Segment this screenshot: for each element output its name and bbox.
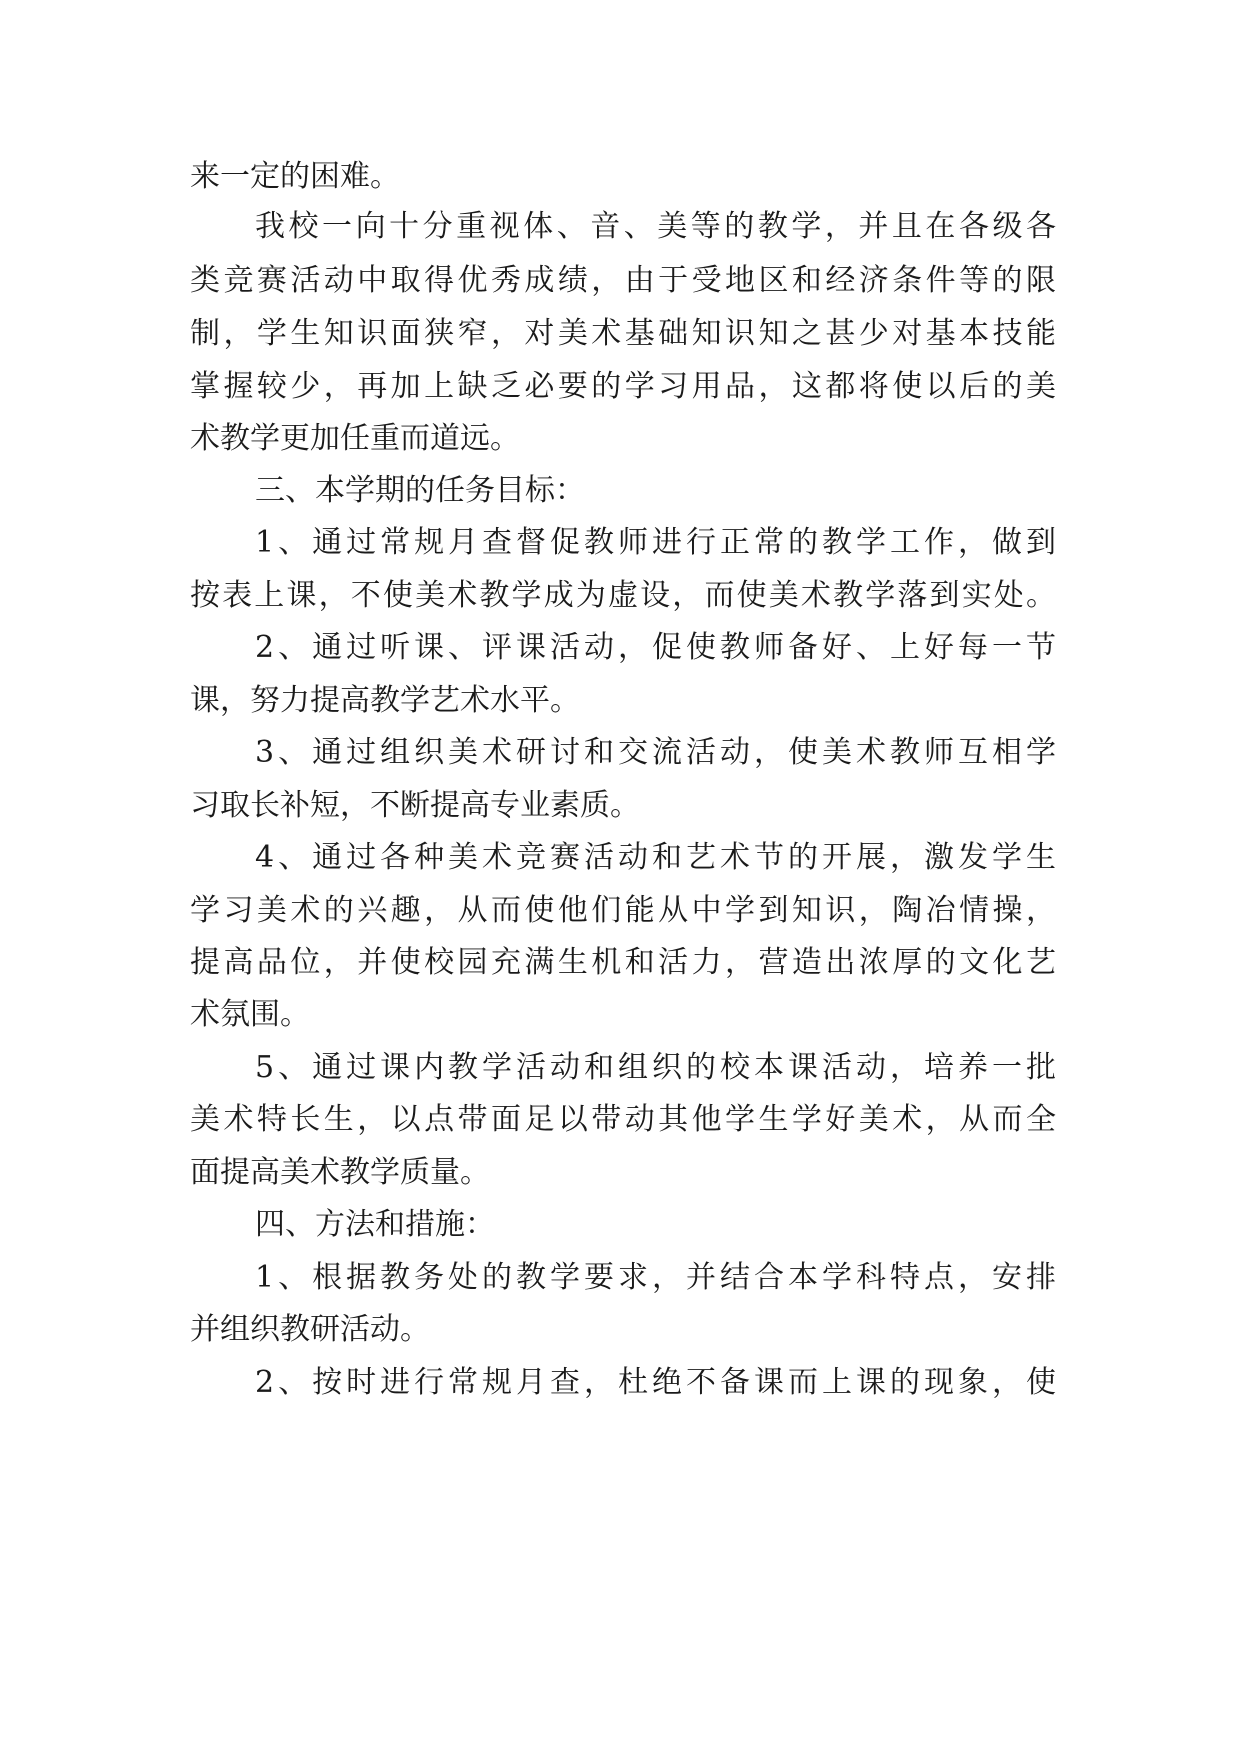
text-line: 制，学生知识面狭窄，对美术基础知识知之甚少对基本技能 <box>190 316 1056 351</box>
text-line: 5、通过课内教学活动和组织的校本课活动，培养一批 <box>255 1050 1056 1085</box>
text-line: 习取长补短，不断提高专业素质。 <box>190 788 640 823</box>
text-line: 2、通过听课、评课活动，促使教师备好、上好每一节 <box>255 630 1056 665</box>
text-line: 类竞赛活动中取得优秀成绩，由于受地区和经济条件等的限 <box>190 263 1056 298</box>
text-line: 美术特长生，以点带面足以带动其他学生学好美术，从而全 <box>190 1102 1056 1137</box>
text-line: 按表上课，不使美术教学成为虚设，而使美术教学落到实处。 <box>190 578 1056 613</box>
text-line: 4、通过各种美术竞赛活动和艺术节的开展，激发学生 <box>255 840 1056 875</box>
text-line: 我校一向十分重视体、音、美等的教学，并且在各级各 <box>255 209 1056 244</box>
document-page <box>190 157 1056 1607</box>
text-line: 并组织教研活动。 <box>190 1312 430 1347</box>
text-line: 3、通过组织美术研讨和交流活动，使美术教师互相学 <box>255 735 1056 770</box>
text-line: 术教学更加任重而道远。 <box>190 421 520 456</box>
text-line: 面提高美术教学质量。 <box>190 1155 490 1190</box>
text-line: 2、按时进行常规月查，杜绝不备课而上课的现象，使 <box>255 1365 1056 1400</box>
section-heading: 四、方法和措施： <box>255 1207 495 1242</box>
text-line: 术氛围。 <box>190 997 310 1032</box>
text-line: 1、通过常规月查督促教师进行正常的教学工作，做到 <box>255 525 1056 560</box>
text-line: 1、根据教务处的教学要求，并结合本学科特点，安排 <box>255 1260 1056 1295</box>
text-line: 掌握较少，再加上缺乏必要的学习用品，这都将使以后的美 <box>190 369 1056 404</box>
text-line: 学习美术的兴趣，从而使他们能从中学到知识，陶冶情操， <box>190 893 1056 928</box>
text-line: 课，努力提高教学艺术水平。 <box>190 683 580 718</box>
text-line: 来一定的困难。 <box>190 159 400 194</box>
text-line: 提高品位，并使校园充满生机和活力，营造出浓厚的文化艺 <box>190 945 1056 980</box>
section-heading: 三、本学期的任务目标： <box>255 473 585 508</box>
